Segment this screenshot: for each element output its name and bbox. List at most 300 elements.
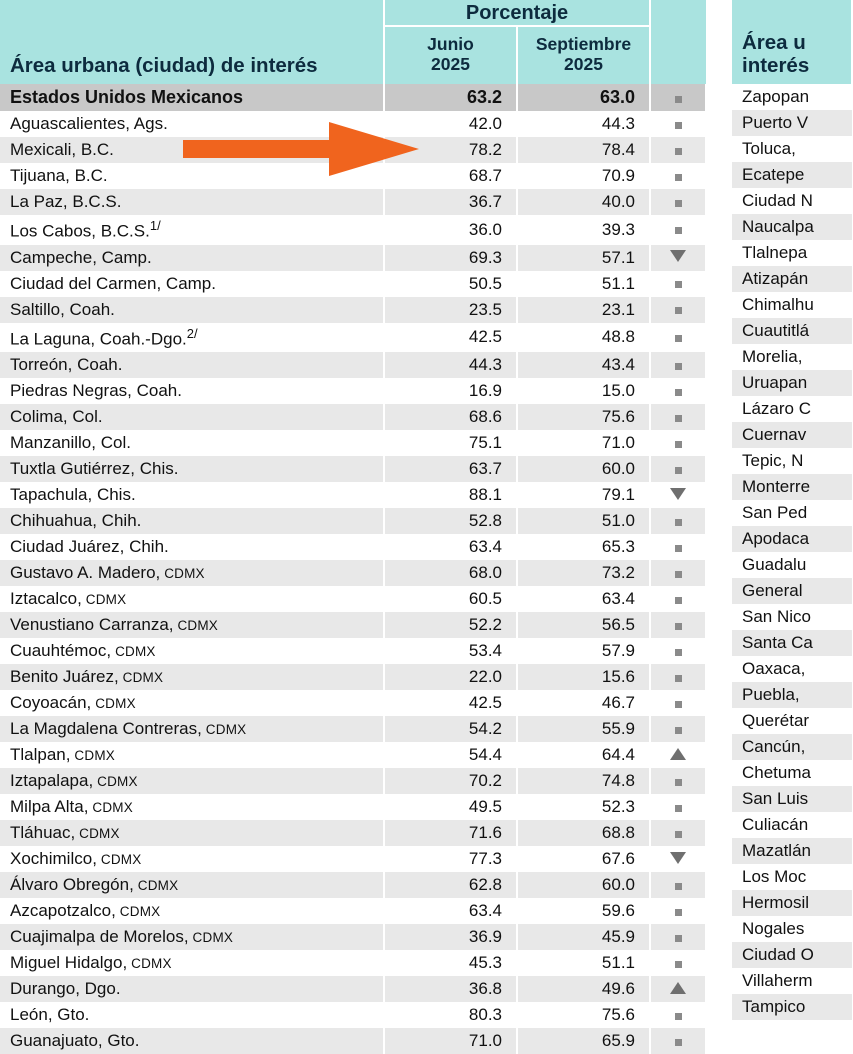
table-row xyxy=(0,638,706,664)
table-row xyxy=(732,760,852,786)
cell-area-name: Querétar xyxy=(732,708,852,734)
cell-area-name: Campeche, Camp. xyxy=(0,245,384,271)
table-row xyxy=(732,344,852,370)
cell-area-name: Cuernav xyxy=(732,422,852,448)
cell-trend-indicator xyxy=(650,690,706,716)
trend-flat-icon xyxy=(675,571,682,578)
table-row xyxy=(0,271,706,297)
cell-value-september: 51.0 xyxy=(517,508,650,534)
cell-area-name: Xochimilco, CDMX xyxy=(0,846,384,872)
cell-area-footnote: 2/ xyxy=(186,325,198,341)
trend-flat-icon xyxy=(675,961,682,968)
cell-value-june: 69.3 xyxy=(384,245,517,271)
table-row xyxy=(0,137,706,163)
table-row xyxy=(732,812,852,838)
cell-trend-indicator xyxy=(650,1028,706,1054)
table-row xyxy=(732,630,852,656)
table-body-left xyxy=(0,84,706,1054)
table-row xyxy=(732,994,852,1020)
trend-up-icon xyxy=(670,748,686,760)
cell-area-name: San Nico xyxy=(732,604,852,630)
cell-area-name: Toluca, xyxy=(732,136,852,162)
cell-value-june: 52.2 xyxy=(384,612,517,638)
trend-flat-icon xyxy=(675,363,682,370)
cell-value-september: 45.9 xyxy=(517,924,650,950)
trend-flat-icon xyxy=(675,935,682,942)
header-area-label-right-line1: Área u xyxy=(742,30,806,54)
header-area-label-right xyxy=(732,0,852,84)
cell-area-name: Villaherm xyxy=(732,968,852,994)
table-row xyxy=(0,323,706,353)
table-row xyxy=(732,474,852,500)
table-row xyxy=(732,318,852,344)
table-row xyxy=(732,422,852,448)
table-row xyxy=(0,1028,706,1054)
cell-trend-indicator xyxy=(650,976,706,1002)
cell-value-september: 15.0 xyxy=(517,378,650,404)
cell-area-name: Hermosil xyxy=(732,890,852,916)
trend-flat-icon xyxy=(675,1039,682,1046)
cell-value-june: 80.3 xyxy=(384,1002,517,1028)
cell-value-june: 68.6 xyxy=(384,404,517,430)
trend-flat-icon xyxy=(675,519,682,526)
table-row xyxy=(0,111,706,137)
table-row xyxy=(0,664,706,690)
table-row xyxy=(0,976,706,1002)
cell-area-name: Cuauhtémoc, CDMX xyxy=(0,638,384,664)
cell-value-june: 16.9 xyxy=(384,378,517,404)
cell-area-suffix: CDMX xyxy=(201,722,247,738)
cell-area-suffix: CDMX xyxy=(111,644,156,660)
cell-value-june: 78.2 xyxy=(384,137,517,163)
cell-area-name: Atizapán xyxy=(732,266,852,292)
cell-area-name: General xyxy=(732,578,852,604)
cell-value-september: 65.9 xyxy=(517,1028,650,1054)
cell-value-september: 46.7 xyxy=(517,690,650,716)
cell-value-september: 64.4 xyxy=(517,742,650,768)
header-percentage-label: Porcentaje xyxy=(384,0,650,26)
cell-area-footnote: 1/ xyxy=(149,218,161,233)
cell-trend-indicator xyxy=(650,189,706,215)
cell-trend-indicator xyxy=(650,846,706,872)
table-row xyxy=(0,690,706,716)
trend-flat-icon xyxy=(675,467,682,474)
cell-value-september: 68.8 xyxy=(517,820,650,846)
trend-down-icon xyxy=(670,852,686,864)
table-row xyxy=(732,916,852,942)
table-row xyxy=(732,786,852,812)
cell-area-name: Saltillo, Coah. xyxy=(0,297,384,323)
cell-area-suffix: CDMX xyxy=(133,878,179,894)
cell-value-june: 36.9 xyxy=(384,924,517,950)
cell-area-name: Chetuma xyxy=(732,760,852,786)
table-row xyxy=(0,950,706,976)
cell-value-june: 71.0 xyxy=(384,1028,517,1054)
cell-value-september: 48.8 xyxy=(517,323,650,353)
cell-trend-indicator xyxy=(650,323,706,353)
table-row xyxy=(732,136,852,162)
table-row xyxy=(732,214,852,240)
cell-trend-indicator xyxy=(650,84,706,111)
cell-value-june: 68.7 xyxy=(384,163,517,189)
cell-area-name: Miguel Hidalgo, CDMX xyxy=(0,950,384,976)
header-row-right xyxy=(732,0,852,84)
table-row xyxy=(732,526,852,552)
header-month-september-line2: 2025 xyxy=(564,53,603,74)
table-header-right xyxy=(732,0,852,84)
trend-flat-icon xyxy=(675,307,682,314)
cell-value-september: 70.9 xyxy=(517,163,650,189)
table-row xyxy=(0,245,706,271)
cell-area-name: Oaxaca, xyxy=(732,656,852,682)
cell-area-suffix: CDMX xyxy=(115,904,161,920)
trend-flat-icon xyxy=(675,779,682,786)
cell-trend-indicator xyxy=(650,794,706,820)
cell-area-name: Benito Juárez, CDMX xyxy=(0,664,384,690)
table-row xyxy=(732,266,852,292)
cell-trend-indicator xyxy=(650,404,706,430)
trend-flat-icon xyxy=(675,727,682,734)
table-row xyxy=(732,292,852,318)
table-row xyxy=(732,84,852,110)
cell-trend-indicator xyxy=(650,271,706,297)
trend-flat-icon xyxy=(675,649,682,656)
cell-area-name: Iztapalapa, CDMX xyxy=(0,768,384,794)
cell-area-name: Álvaro Obregón, CDMX xyxy=(0,872,384,898)
table-row xyxy=(0,898,706,924)
cell-value-june: 62.8 xyxy=(384,872,517,898)
table-row xyxy=(732,604,852,630)
cell-value-september: 39.3 xyxy=(517,215,650,245)
cell-trend-indicator xyxy=(650,534,706,560)
cell-value-june: 60.5 xyxy=(384,586,517,612)
table-row xyxy=(732,864,852,890)
cell-area-name: Uruapan xyxy=(732,370,852,396)
table-row xyxy=(0,297,706,323)
trend-flat-icon xyxy=(675,701,682,708)
cell-area-name: San Luis xyxy=(732,786,852,812)
cell-value-september: 79.1 xyxy=(517,482,650,508)
cell-value-september: 73.2 xyxy=(517,560,650,586)
cell-value-june: 22.0 xyxy=(384,664,517,690)
table-row xyxy=(732,838,852,864)
cell-area-name: Aguascalientes, Ags. xyxy=(0,111,384,137)
header-area-label: Área urbana (ciudad) de interés xyxy=(0,0,384,84)
cell-area-name: Lázaro C xyxy=(732,396,852,422)
table-row xyxy=(0,612,706,638)
table-row xyxy=(0,404,706,430)
table-row xyxy=(0,586,706,612)
cell-value-june: 36.7 xyxy=(384,189,517,215)
trend-flat-icon xyxy=(675,174,682,181)
cell-area-name: Ciudad N xyxy=(732,188,852,214)
cell-value-september: 71.0 xyxy=(517,430,650,456)
cell-value-september: 49.6 xyxy=(517,976,650,1002)
table-row xyxy=(732,162,852,188)
header-month-june-line2: 2025 xyxy=(431,53,470,74)
cell-trend-indicator xyxy=(650,716,706,742)
cell-value-september: 59.6 xyxy=(517,898,650,924)
trend-flat-icon xyxy=(675,335,682,342)
cell-value-september: 52.3 xyxy=(517,794,650,820)
table-row xyxy=(0,456,706,482)
cell-trend-indicator xyxy=(650,163,706,189)
cell-area-name: Iztacalco, CDMX xyxy=(0,586,384,612)
cell-area-name: Tláhuac, CDMX xyxy=(0,820,384,846)
cell-trend-indicator xyxy=(650,924,706,950)
cell-area-name: Puebla, xyxy=(732,682,852,708)
cell-trend-indicator xyxy=(650,482,706,508)
cell-value-september: 78.4 xyxy=(517,137,650,163)
cell-value-june: 52.8 xyxy=(384,508,517,534)
cell-trend-indicator xyxy=(650,820,706,846)
cell-trend-indicator xyxy=(650,215,706,245)
cell-value-june: 42.0 xyxy=(384,111,517,137)
cell-value-june: 77.3 xyxy=(384,846,517,872)
trend-flat-icon xyxy=(675,200,682,207)
cell-area-suffix: CDMX xyxy=(173,618,218,634)
cell-area-name: Los Moc xyxy=(732,864,852,890)
cell-value-september: 23.1 xyxy=(517,297,650,323)
cell-value-september: 60.0 xyxy=(517,872,650,898)
cell-value-june: 36.8 xyxy=(384,976,517,1002)
cell-value-june: 42.5 xyxy=(384,690,517,716)
indicator-table-right xyxy=(732,0,853,1020)
header-trend-blank xyxy=(650,0,706,84)
cell-area-name: Ciudad del Carmen, Camp. xyxy=(0,271,384,297)
trend-flat-icon xyxy=(675,148,682,155)
cell-area-name: Tapachula, Chis. xyxy=(0,482,384,508)
cell-area-suffix: CDMX xyxy=(93,774,138,790)
table-row xyxy=(732,240,852,266)
cell-area-suffix: CDMX xyxy=(81,592,127,608)
cell-trend-indicator xyxy=(650,768,706,794)
table-row xyxy=(732,552,852,578)
trend-flat-icon xyxy=(675,831,682,838)
cell-area-name: Ecatepe xyxy=(732,162,852,188)
cell-area-suffix: CDMX xyxy=(70,748,115,764)
cell-value-september: 57.1 xyxy=(517,245,650,271)
trend-flat-icon xyxy=(675,883,682,890)
cell-trend-indicator xyxy=(650,378,706,404)
table-row xyxy=(732,890,852,916)
cell-value-june: 71.6 xyxy=(384,820,517,846)
cell-area-suffix: CDMX xyxy=(160,566,205,582)
table-row xyxy=(0,742,706,768)
cell-area-name: Milpa Alta, CDMX xyxy=(0,794,384,820)
cell-trend-indicator xyxy=(650,742,706,768)
cell-trend-indicator xyxy=(650,245,706,271)
trend-flat-icon xyxy=(675,675,682,682)
table-row xyxy=(732,188,852,214)
cell-area-suffix: CDMX xyxy=(88,800,133,816)
cell-area-name: Cuajimalpa de Morelos, CDMX xyxy=(0,924,384,950)
cell-area-name: Tlalnepa xyxy=(732,240,852,266)
table-row xyxy=(732,578,852,604)
cell-value-june: 44.3 xyxy=(384,352,517,378)
trend-flat-icon xyxy=(675,122,682,129)
cell-area-name: Apodaca xyxy=(732,526,852,552)
cell-value-september: 44.3 xyxy=(517,111,650,137)
cell-area-name: Venustiano Carranza, CDMX xyxy=(0,612,384,638)
header-month-september xyxy=(517,26,650,84)
cell-value-june: 75.1 xyxy=(384,430,517,456)
table-row xyxy=(0,872,706,898)
table-row xyxy=(0,378,706,404)
table-row xyxy=(732,682,852,708)
cell-trend-indicator xyxy=(650,612,706,638)
cell-area-name: Durango, Dgo. xyxy=(0,976,384,1002)
cell-trend-indicator xyxy=(650,872,706,898)
table-row xyxy=(0,846,706,872)
cell-area-name: Morelia, xyxy=(732,344,852,370)
cell-area-name: Gustavo A. Madero, CDMX xyxy=(0,560,384,586)
trend-flat-icon xyxy=(675,909,682,916)
cell-value-june: 45.3 xyxy=(384,950,517,976)
table-row xyxy=(732,656,852,682)
cell-value-september: 15.6 xyxy=(517,664,650,690)
trend-flat-icon xyxy=(675,597,682,604)
cell-trend-indicator xyxy=(650,137,706,163)
table-row xyxy=(732,396,852,422)
cell-value-september: 75.6 xyxy=(517,404,650,430)
table-row xyxy=(732,500,852,526)
cell-trend-indicator xyxy=(650,508,706,534)
cell-trend-indicator xyxy=(650,586,706,612)
cell-area-name: León, Gto. xyxy=(0,1002,384,1028)
cell-value-june: 53.4 xyxy=(384,638,517,664)
cell-area-name: Los Cabos, B.C.S.$^{1/}$ xyxy=(0,215,384,245)
cell-value-september: 55.9 xyxy=(517,716,650,742)
table-row xyxy=(732,370,852,396)
cell-value-june: 36.0 xyxy=(384,215,517,245)
header-area-label-right-line2: interés xyxy=(742,54,810,78)
cell-area-name: Tlalpan, CDMX xyxy=(0,742,384,768)
cell-value-september: 65.3 xyxy=(517,534,650,560)
cell-area-name: La Paz, B.C.S. xyxy=(0,189,384,215)
table-row xyxy=(0,534,706,560)
cell-area-name: Azcapotzalco, CDMX xyxy=(0,898,384,924)
cell-value-september: 60.0 xyxy=(517,456,650,482)
trend-flat-icon xyxy=(675,389,682,396)
header-month-september-line1: Septiembre xyxy=(535,34,632,55)
cell-area-name: Chimalhu xyxy=(732,292,852,318)
cell-value-september: 67.6 xyxy=(517,846,650,872)
cell-area-suffix: CDMX xyxy=(188,930,234,946)
cell-area-name: Guanajuato, Gto. xyxy=(0,1028,384,1054)
cell-trend-indicator xyxy=(650,430,706,456)
table-row-national xyxy=(0,84,706,111)
cell-area-name: San Ped xyxy=(732,500,852,526)
table-row xyxy=(732,708,852,734)
table-row xyxy=(0,1002,706,1028)
cell-trend-indicator xyxy=(650,560,706,586)
trend-flat-icon xyxy=(675,281,682,288)
cell-trend-indicator xyxy=(650,664,706,690)
table-row xyxy=(0,163,706,189)
cell-area-name: Zapopan xyxy=(732,84,852,110)
table-row xyxy=(732,942,852,968)
cell-value-september: 63.0 xyxy=(517,84,650,111)
trend-flat-icon xyxy=(675,441,682,448)
cell-trend-indicator xyxy=(650,456,706,482)
trend-flat-icon xyxy=(675,415,682,422)
table-row xyxy=(732,734,852,760)
cell-value-september: 74.8 xyxy=(517,768,650,794)
cell-value-june: 54.2 xyxy=(384,716,517,742)
cell-value-september: 40.0 xyxy=(517,189,650,215)
cell-area-name: Tepic, N xyxy=(732,448,852,474)
trend-flat-icon xyxy=(675,623,682,630)
cell-area-name: Tuxtla Gutiérrez, Chis. xyxy=(0,456,384,482)
table-row xyxy=(0,430,706,456)
cell-area-name: Santa Ca xyxy=(732,630,852,656)
header-month-june-line1: Junio xyxy=(427,34,474,55)
cell-area-name: Mazatlán xyxy=(732,838,852,864)
cell-value-june: 63.7 xyxy=(384,456,517,482)
cell-trend-indicator xyxy=(650,111,706,137)
cell-trend-indicator xyxy=(650,898,706,924)
cell-area-name: Manzanillo, Col. xyxy=(0,430,384,456)
cell-trend-indicator xyxy=(650,297,706,323)
cell-value-september: 56.5 xyxy=(517,612,650,638)
cell-value-june: 23.5 xyxy=(384,297,517,323)
cell-area-suffix: CDMX xyxy=(127,956,172,972)
cell-area-suffix: CDMX xyxy=(75,826,120,842)
cell-value-september: 57.9 xyxy=(517,638,650,664)
cell-value-september: 51.1 xyxy=(517,271,650,297)
table-row xyxy=(0,352,706,378)
cell-area-name: Ciudad Juárez, Chih. xyxy=(0,534,384,560)
cell-area-name: Puerto V xyxy=(732,110,852,136)
cell-area-name: Cuautitlá xyxy=(732,318,852,344)
cell-value-september: 43.4 xyxy=(517,352,650,378)
trend-flat-icon xyxy=(675,1013,682,1020)
header-row-percentage xyxy=(0,0,706,26)
cell-area-suffix: CDMX xyxy=(96,852,142,868)
table-row xyxy=(0,560,706,586)
cell-area-name: Monterre xyxy=(732,474,852,500)
cell-value-june: 68.0 xyxy=(384,560,517,586)
table-row xyxy=(0,189,706,215)
cell-area-name: Chihuahua, Chih. xyxy=(0,508,384,534)
table-row xyxy=(0,820,706,846)
table-row xyxy=(732,968,852,994)
cell-area-name: Naucalpa xyxy=(732,214,852,240)
cell-value-june: 49.5 xyxy=(384,794,517,820)
trend-flat-icon xyxy=(675,227,682,234)
table-row xyxy=(0,215,706,245)
table-body-right xyxy=(732,84,852,1020)
cell-area-name: Piedras Negras, Coah. xyxy=(0,378,384,404)
cell-area-suffix: CDMX xyxy=(118,670,164,686)
table-header-left xyxy=(0,0,706,84)
table-row xyxy=(0,794,706,820)
cell-value-september: 75.6 xyxy=(517,1002,650,1028)
cell-area-name: Nogales xyxy=(732,916,852,942)
trend-flat-icon xyxy=(675,96,682,103)
table-row xyxy=(0,716,706,742)
cell-value-june: 42.5 xyxy=(384,323,517,353)
cell-area-name: Coyoacán, CDMX xyxy=(0,690,384,716)
table-row xyxy=(0,768,706,794)
table-row xyxy=(0,508,706,534)
cell-value-september: 63.4 xyxy=(517,586,650,612)
cell-value-june: 63.2 xyxy=(384,84,517,111)
table-row xyxy=(0,482,706,508)
cell-value-june: 70.2 xyxy=(384,768,517,794)
cell-area-suffix: CDMX xyxy=(91,696,136,712)
